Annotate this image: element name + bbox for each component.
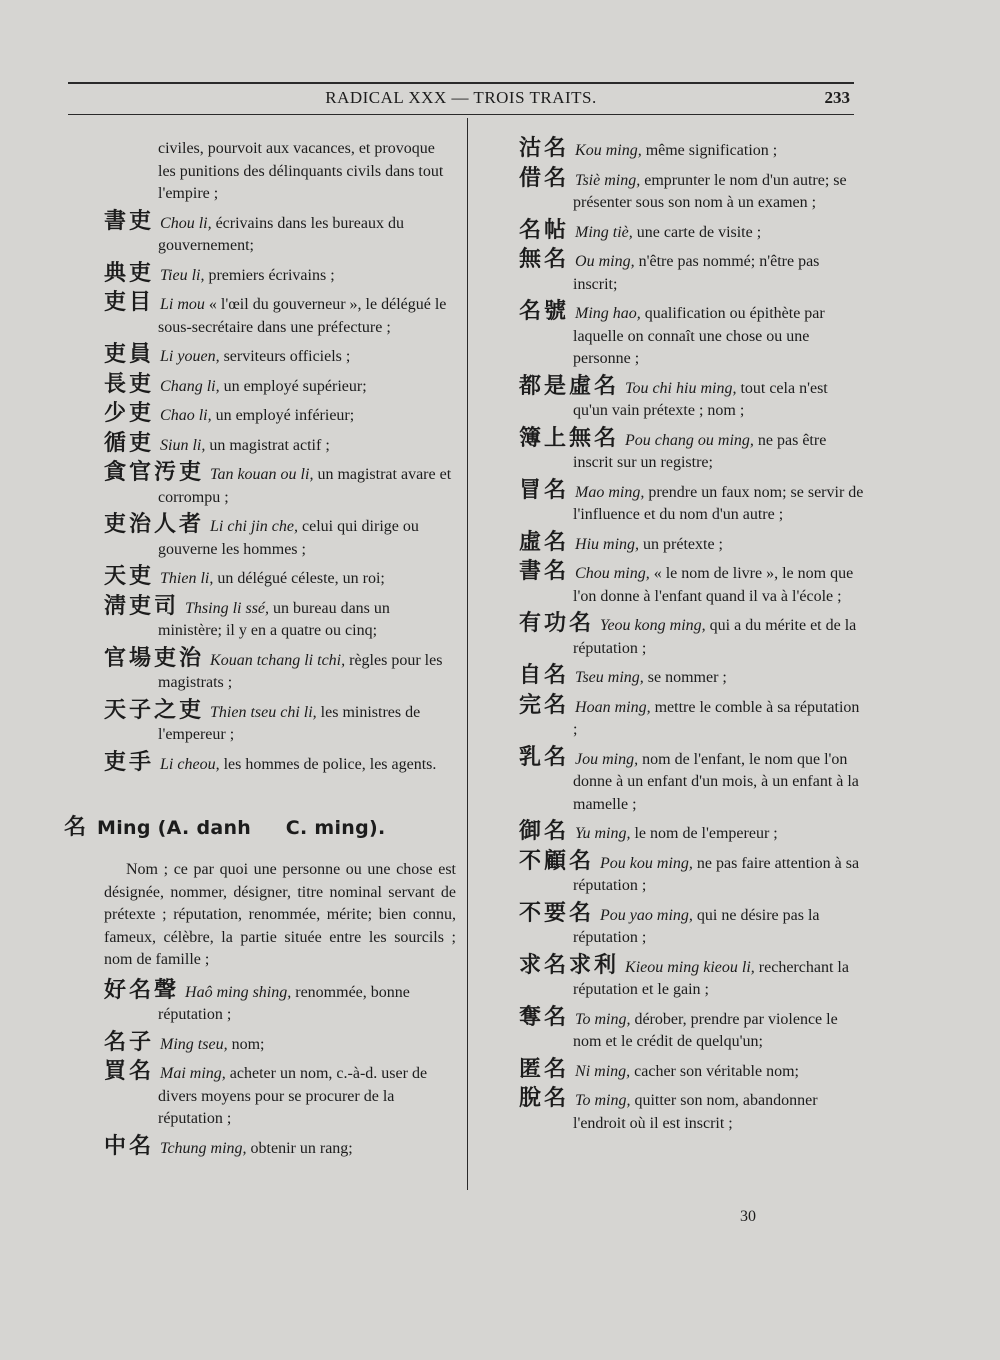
- dictionary-entry: [519, 425, 865, 475]
- dictionary-entry: [519, 249, 865, 296]
- entry-definition: le nom de l'empereur ;: [634, 825, 778, 842]
- entry-characters: 簿上無名: [519, 425, 620, 451]
- dictionary-entry: [104, 566, 456, 591]
- dictionary-entry: [519, 561, 865, 608]
- dictionary-entry: [519, 665, 865, 690]
- entry-characters: 沽名: [519, 136, 570, 161]
- entry-characters: 少吏: [104, 401, 155, 426]
- entry-definition: les ministres de l'empereur ;: [158, 703, 421, 743]
- entry-definition: règles pour les magistrats ;: [158, 651, 443, 691]
- entry-romanization: Yeou kong ming,: [600, 617, 706, 634]
- dictionary-entry: [519, 900, 865, 950]
- entry-characters: 都是虛名: [519, 373, 620, 399]
- dictionary-entry: [104, 430, 456, 458]
- entry-characters: 吏員: [104, 342, 155, 367]
- entry-characters: 有功名: [519, 611, 595, 636]
- dictionary-entry: [104, 260, 456, 288]
- entry-romanization: Tou chi hiu ming,: [625, 379, 737, 397]
- entry-definition: même signification ;: [645, 142, 778, 159]
- entry-definition: premiers écrivains ;: [208, 266, 335, 284]
- running-head: RADICAL XXX — TROIS TRAITS.: [325, 88, 597, 107]
- entry-definition: écrivains dans les bureaux du gouvernement;: [158, 214, 404, 254]
- entry-definition: emprunter le nom d'un autre; se présenter sous son nom à un examen ;: [573, 171, 847, 211]
- entry-characters: 無名: [519, 247, 570, 272]
- entry-characters: 完名: [519, 692, 570, 718]
- dictionary-entry: [104, 645, 456, 695]
- entry-romanization: Ni ming,: [575, 1062, 631, 1080]
- dictionary-entry: [104, 371, 456, 399]
- entry-romanization: Li youen,: [160, 348, 220, 365]
- entry-characters: 中名: [104, 1133, 155, 1159]
- entry-definition: quitter son nom, abandonner l'endroit où il est inscrit ;: [573, 1092, 818, 1132]
- entry-definition: les hommes de police, les agents.: [223, 755, 437, 773]
- entry-romanization: Hoan ming,: [575, 698, 651, 716]
- entry-definition: renommée, bonne réputation ;: [158, 983, 410, 1023]
- entry-characters: 冒名: [519, 477, 570, 503]
- entry-definition: qui a du mérite et de la réputation ;: [573, 617, 857, 657]
- dictionary-entry: [519, 952, 865, 1002]
- entry-characters: 不顧名: [519, 848, 595, 874]
- entry-romanization: To ming,: [575, 1010, 631, 1028]
- entry-romanization: Chao li,: [160, 407, 212, 424]
- dictionary-entry: [104, 977, 456, 1027]
- entry-definition: recherchant la réputation et le gain ;: [573, 958, 849, 998]
- entry-definition: cacher son véritable nom;: [634, 1062, 799, 1080]
- dictionary-entry: [104, 749, 456, 777]
- entry-romanization: Li cheou,: [160, 755, 220, 773]
- entry-characters: 吏治人者: [104, 512, 205, 537]
- entry-romanization: Tieu li,: [160, 266, 205, 284]
- entry-characters: 名帖: [519, 217, 570, 243]
- entry-characters: 借名: [519, 165, 570, 191]
- entry-definition: acheter un nom, c.-à-d. user de divers moyens pour se procurer de la réputation ;: [158, 1065, 428, 1127]
- entry-romanization: Chou ming,: [575, 565, 650, 582]
- dictionary-entry: [104, 1061, 456, 1131]
- entry-definition: se nommer ;: [647, 669, 727, 686]
- entry-definition: un prétexte ;: [643, 535, 723, 553]
- ming-heading-text: Ming (A. danh C. ming).: [97, 817, 386, 839]
- entry-characters: 名子: [104, 1029, 155, 1055]
- dictionary-entry: [519, 373, 865, 423]
- entry-characters: 長吏: [104, 371, 155, 397]
- entry-characters: 脫名: [519, 1086, 570, 1111]
- entry-list-ming-right: [519, 138, 865, 1135]
- entry-romanization: Kouan tchang li tchi,: [210, 651, 346, 669]
- entry-romanization: Ming tseu,: [160, 1035, 228, 1053]
- intro-continuation: civiles, pourvoit aux vacances, et provoque les punitions des délinquants civils dans tout l'empire ;: [158, 140, 444, 202]
- entry-romanization: Li mou: [160, 296, 205, 313]
- entry-definition: n'être pas nommé; n'être pas inscrit;: [573, 253, 820, 293]
- entry-definition: un bureau dans un ministère; il y en a quatre ou cinq;: [158, 599, 390, 639]
- dictionary-entry: [519, 301, 865, 371]
- dictionary-entry: [519, 821, 865, 846]
- entry-characters: 奪名: [519, 1004, 570, 1030]
- entry-characters: 匿名: [519, 1056, 570, 1082]
- dictionary-entry: [519, 477, 865, 527]
- dictionary-entry: [104, 462, 456, 509]
- dictionary-entry: [104, 1029, 456, 1057]
- dictionary-entry: [519, 848, 865, 898]
- entry-romanization: Chang li,: [160, 377, 220, 395]
- entry-romanization: Tchung ming,: [160, 1139, 247, 1157]
- entry-romanization: Pou chang ou ming,: [625, 431, 754, 449]
- ming-definition: Nom ; ce par quoi une personne ou une chose est désignée, nommer, désigner, titre nominal servant de prétexte ; réputation, renommée, mérite; bien connu, fameux, célèbre, la partie située entre les sourcils ; nom de famille ;: [104, 861, 456, 968]
- entry-characters: 貪官汚吏: [104, 460, 205, 485]
- dictionary-entry: [104, 344, 456, 369]
- entry-definition: un employé supérieur;: [223, 377, 367, 395]
- entry-characters: 買名: [104, 1059, 155, 1084]
- entry-definition: tout cela n'est qu'un vain prétexte ; nom ;: [573, 379, 828, 419]
- dictionary-entry: [519, 165, 865, 215]
- dictionary-entry: [104, 697, 456, 747]
- entry-characters: 循吏: [104, 430, 155, 456]
- entry-characters: 御名: [519, 819, 570, 844]
- entry-definition: nom de l'enfant, le nom que l'on donne à un enfant d'un mois, à un enfant à la mamelle ;: [573, 750, 859, 813]
- entry-romanization: Thsing li ssé,: [185, 599, 270, 617]
- entry-romanization: Yu ming,: [575, 825, 631, 842]
- dictionary-entry: [519, 1004, 865, 1054]
- entry-romanization: Ou ming,: [575, 253, 635, 270]
- entry-romanization: Mai ming,: [160, 1065, 226, 1082]
- entry-romanization: Chou li,: [160, 214, 212, 232]
- entry-romanization: To ming,: [575, 1092, 631, 1109]
- entry-romanization: Tsiè ming,: [575, 171, 641, 189]
- entry-characters: 天吏: [104, 564, 155, 589]
- entry-romanization: Ming hao,: [575, 305, 641, 322]
- dictionary-entry: [519, 138, 865, 163]
- entry-characters: 天子之吏: [104, 697, 205, 723]
- dictionary-entry: [519, 529, 865, 557]
- entry-list-ming-left: [104, 977, 456, 1161]
- entry-romanization: Jou ming,: [575, 750, 639, 768]
- entry-definition: serviteurs officiels ;: [223, 348, 351, 365]
- entry-characters: 官場吏治: [104, 645, 205, 671]
- entry-romanization: Ming tiè,: [575, 223, 633, 241]
- entry-characters: 不要名: [519, 900, 595, 926]
- entry-definition: un magistrat actif ;: [209, 436, 330, 454]
- entry-definition: « le nom de livre », le nom que l'on donne à l'enfant quand il va à l'école ;: [573, 565, 854, 605]
- entry-characters: 乳名: [519, 744, 570, 770]
- entry-romanization: Kieou ming kieou li,: [625, 958, 755, 976]
- entry-romanization: Tan kouan ou li,: [210, 466, 314, 483]
- left-column: [64, 138, 456, 1165]
- dictionary-entry: [519, 692, 865, 742]
- entry-definition: dérober, prendre par violence le nom et le crédit de quelqu'un;: [573, 1010, 838, 1050]
- dictionary-entry: [104, 403, 456, 428]
- dictionary-entry: [519, 1056, 865, 1084]
- entry-romanization: Kou ming,: [575, 142, 642, 159]
- dictionary-entry: [104, 292, 456, 339]
- entry-list-li: [104, 208, 456, 777]
- entry-romanization: Mao ming,: [575, 483, 645, 501]
- entry-characters: 淸吏司: [104, 593, 180, 619]
- entry-definition: prendre un faux nom; se servir de l'influence et du nom d'un autre ;: [573, 483, 864, 523]
- entry-characters: 好名聲: [104, 977, 180, 1003]
- entry-romanization: Pou yao ming,: [600, 906, 693, 924]
- entry-definition: qui ne désire pas la réputation ;: [573, 906, 820, 946]
- entry-characters: 虛名: [519, 529, 570, 555]
- entry-definition: un magistrat avare et corrompu ;: [158, 466, 452, 506]
- dictionary-entry: [519, 744, 865, 817]
- entry-characters: 書名: [519, 559, 570, 584]
- header-rule: [68, 82, 854, 84]
- entry-characters: 書吏: [104, 208, 155, 234]
- entry-romanization: Tseu ming,: [575, 669, 644, 686]
- ming-heading: [64, 810, 456, 841]
- entry-romanization: Thien tseu chi li,: [210, 703, 317, 721]
- entry-romanization: Haô ming shing,: [185, 983, 292, 1001]
- page-number: 233: [824, 88, 850, 107]
- entry-romanization: Hiu ming,: [575, 535, 640, 553]
- entry-definition: un délégué céleste, un roi;: [217, 570, 385, 587]
- header-underline: [68, 114, 854, 115]
- entry-definition: un employé inférieur;: [215, 407, 355, 424]
- entry-characters: 吏目: [104, 290, 155, 315]
- entry-definition: celui qui dirige ou gouverne les hommes ;: [158, 518, 419, 558]
- entry-characters: 名號: [519, 299, 570, 324]
- entry-definition: « l'œil du gouverneur », le délégué le sous-secrétaire dans une préfecture ;: [158, 296, 447, 336]
- entry-romanization: Thien li,: [160, 570, 214, 587]
- entry-definition: mettre le comble à sa réputation ;: [573, 698, 860, 738]
- dictionary-entry: [519, 613, 865, 660]
- entry-romanization: Li chi jin che,: [210, 518, 298, 535]
- right-column: [519, 138, 865, 1140]
- dictionary-entry: [519, 1088, 865, 1135]
- dictionary-entry: [104, 1133, 456, 1161]
- entry-characters: 自名: [519, 663, 570, 688]
- dictionary-entry: [519, 217, 865, 245]
- entry-definition: une carte de visite ;: [636, 223, 762, 241]
- dictionary-entry: [104, 208, 456, 258]
- column-divider: [467, 118, 468, 1190]
- entry-definition: ne pas être inscrit sur un registre;: [573, 431, 827, 471]
- entry-characters: 求名求利: [519, 952, 620, 978]
- entry-characters: 吏手: [104, 749, 155, 775]
- entry-romanization: Siun li,: [160, 436, 206, 454]
- dictionary-entry: [104, 514, 456, 561]
- entry-definition: nom;: [231, 1035, 265, 1053]
- entry-characters: 典吏: [104, 260, 155, 286]
- entry-definition: qualification ou épithète par laquelle on connaît une chose ou une personne ;: [573, 305, 825, 367]
- dictionary-entry: [104, 593, 456, 643]
- ming-character: 名: [64, 815, 90, 840]
- entry-definition: ne pas faire attention à sa réputation ;: [573, 854, 860, 894]
- entry-romanization: Pou kou ming,: [600, 854, 693, 872]
- signature-mark: 30: [740, 1208, 756, 1225]
- entry-definition: obtenir un rang;: [250, 1139, 353, 1157]
